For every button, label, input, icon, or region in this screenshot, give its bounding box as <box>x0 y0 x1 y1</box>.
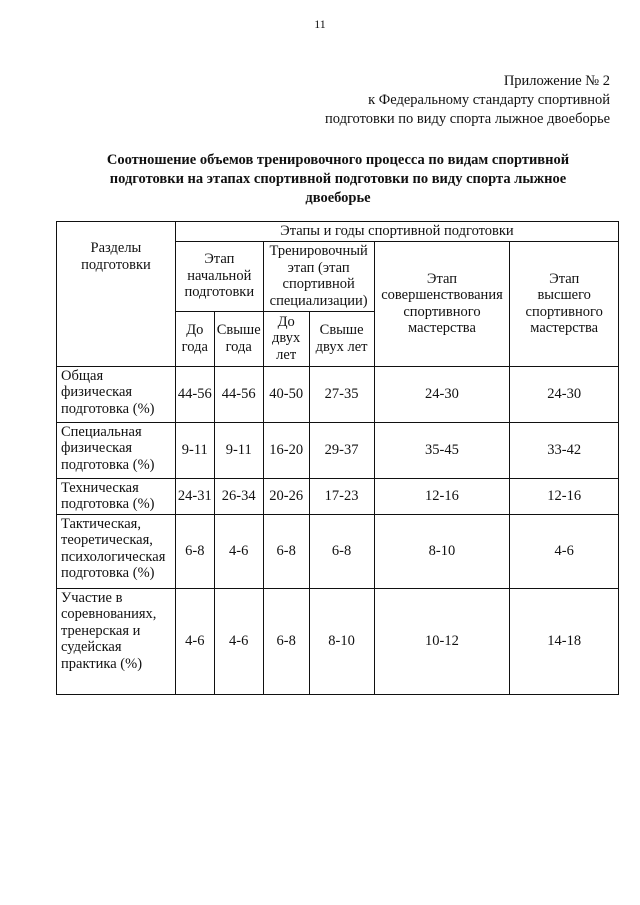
row-label-special-physical <box>57 422 176 478</box>
header-text: спортивной <box>282 276 355 292</box>
row-label-text: подготовка (%) <box>61 456 155 473</box>
value-cell: 4-6 <box>510 514 619 588</box>
row-label-text: физическая <box>61 440 133 456</box>
header-text: спортивного <box>525 303 603 320</box>
header-text: года <box>181 338 208 355</box>
value-cell: 14-18 <box>510 588 619 694</box>
header-initial-stage <box>175 241 263 311</box>
header-text: До <box>277 313 295 330</box>
row-label-tactical <box>57 514 176 588</box>
document-title <box>50 151 626 208</box>
header-text: Тренировочный <box>269 243 368 259</box>
header-text: начальной <box>187 267 252 284</box>
row-label-text: психологическая <box>61 548 166 565</box>
header-highest-stage <box>510 241 619 366</box>
table-row <box>57 366 619 422</box>
value-cell: 26-34 <box>214 478 263 514</box>
value-cell: 17-23 <box>309 478 374 514</box>
header-initial-up-to-year <box>175 311 214 366</box>
header-text: этап (этап <box>287 259 350 276</box>
value-cell: 29-37 <box>309 422 374 478</box>
value-cell: 4-6 <box>214 588 263 694</box>
title-line: подготовки на этапах спортивной подготовки по виду спорта лыжное <box>109 171 567 187</box>
row-label-text: подготовка (%) <box>61 496 155 512</box>
header-training-up-to-two-years <box>263 311 309 366</box>
header-text: Этап <box>204 251 235 268</box>
row-label-text: физическая <box>61 384 133 400</box>
header-text: Свыше <box>319 322 364 338</box>
value-cell: 8-10 <box>374 514 510 588</box>
value-cell: 20-26 <box>263 478 309 514</box>
row-label-text: судейская <box>61 639 122 655</box>
appendix-line: к Федеральному стандарту спортивной <box>368 92 610 108</box>
value-cell: 12-16 <box>510 478 619 514</box>
appendix-line: Приложение № 2 <box>503 73 610 89</box>
value-cell: 4-6 <box>214 514 263 588</box>
value-cell: 9-11 <box>175 422 214 478</box>
value-cell: 24-31 <box>175 478 214 514</box>
header-text: двух лет <box>315 338 368 355</box>
table-row <box>57 422 619 478</box>
value-cell: 44-56 <box>175 366 214 422</box>
header-text: высшего <box>537 287 591 303</box>
value-cell: 33-42 <box>510 422 619 478</box>
row-label-text: подготовка (%) <box>61 400 155 417</box>
table-row <box>57 478 619 514</box>
header-text: До <box>186 322 204 338</box>
row-label-text: подготовка (%) <box>61 565 155 581</box>
value-cell: 6-8 <box>175 514 214 588</box>
row-label-text: тренерская и <box>61 622 141 639</box>
header-text: подготовки <box>81 256 151 273</box>
header-text: Разделы <box>90 240 142 256</box>
value-cell: 6-8 <box>263 588 309 694</box>
value-cell: 9-11 <box>214 422 263 478</box>
value-cell: 8-10 <box>309 588 374 694</box>
value-cell: 6-8 <box>309 514 374 588</box>
header-text: года <box>225 338 252 355</box>
row-label-text: Техническая <box>61 479 139 496</box>
row-label-technical <box>57 478 176 514</box>
header-sections <box>57 222 176 367</box>
row-label-text: Общая <box>61 367 104 384</box>
header-text: специализации) <box>269 292 368 309</box>
header-improvement-stage <box>374 241 510 366</box>
value-cell: 10-12 <box>374 588 510 694</box>
appendix-note <box>325 72 610 129</box>
value-cell: 12-16 <box>374 478 510 514</box>
value-cell: 27-35 <box>309 366 374 422</box>
row-label-text: Участие в <box>61 589 123 606</box>
appendix-line: подготовки по виду спорта лыжное двоеборье <box>324 111 610 127</box>
header-text: подготовки <box>184 284 255 301</box>
title-line: двоеборье <box>305 190 371 206</box>
value-cell: 16-20 <box>263 422 309 478</box>
header-training-over-two-years <box>309 311 374 366</box>
row-label-text: Специальная <box>61 423 142 440</box>
title-line: Соотношение объемов тренировочного процесса по видам спортивной <box>106 152 570 168</box>
row-label-competition <box>57 588 176 694</box>
header-text: Этап <box>549 270 580 287</box>
header-text: мастерства <box>408 320 476 336</box>
table-row <box>57 514 619 588</box>
header-text: двух <box>272 330 301 347</box>
value-cell: 24-30 <box>510 366 619 422</box>
value-cell: 44-56 <box>214 366 263 422</box>
table-row <box>57 588 619 694</box>
header-text: мастерства <box>530 320 599 336</box>
header-text: спортивного <box>403 303 481 320</box>
header-initial-over-year <box>214 311 263 366</box>
header-stages: Этапы и годы спортивной подготовки <box>175 222 618 242</box>
header-training-stage <box>263 241 374 311</box>
row-label-text: теоретическая, <box>61 532 153 548</box>
training-ratio-table <box>56 221 619 695</box>
row-label-general-physical <box>57 366 176 422</box>
value-cell: 40-50 <box>263 366 309 422</box>
row-label-text: соревнованиях, <box>61 606 157 622</box>
value-cell: 24-30 <box>374 366 510 422</box>
page-number: 11 <box>314 17 326 31</box>
value-cell: 35-45 <box>374 422 510 478</box>
value-cell: 6-8 <box>263 514 309 588</box>
row-label-text: практика (%) <box>61 655 143 672</box>
header-text: лет <box>276 346 297 363</box>
header-text: совершенствования <box>381 287 503 303</box>
row-label-text: Тактическая, <box>61 515 141 532</box>
header-text: Свыше <box>216 322 261 338</box>
header-text: Этап <box>426 270 458 287</box>
value-cell: 4-6 <box>175 588 214 694</box>
